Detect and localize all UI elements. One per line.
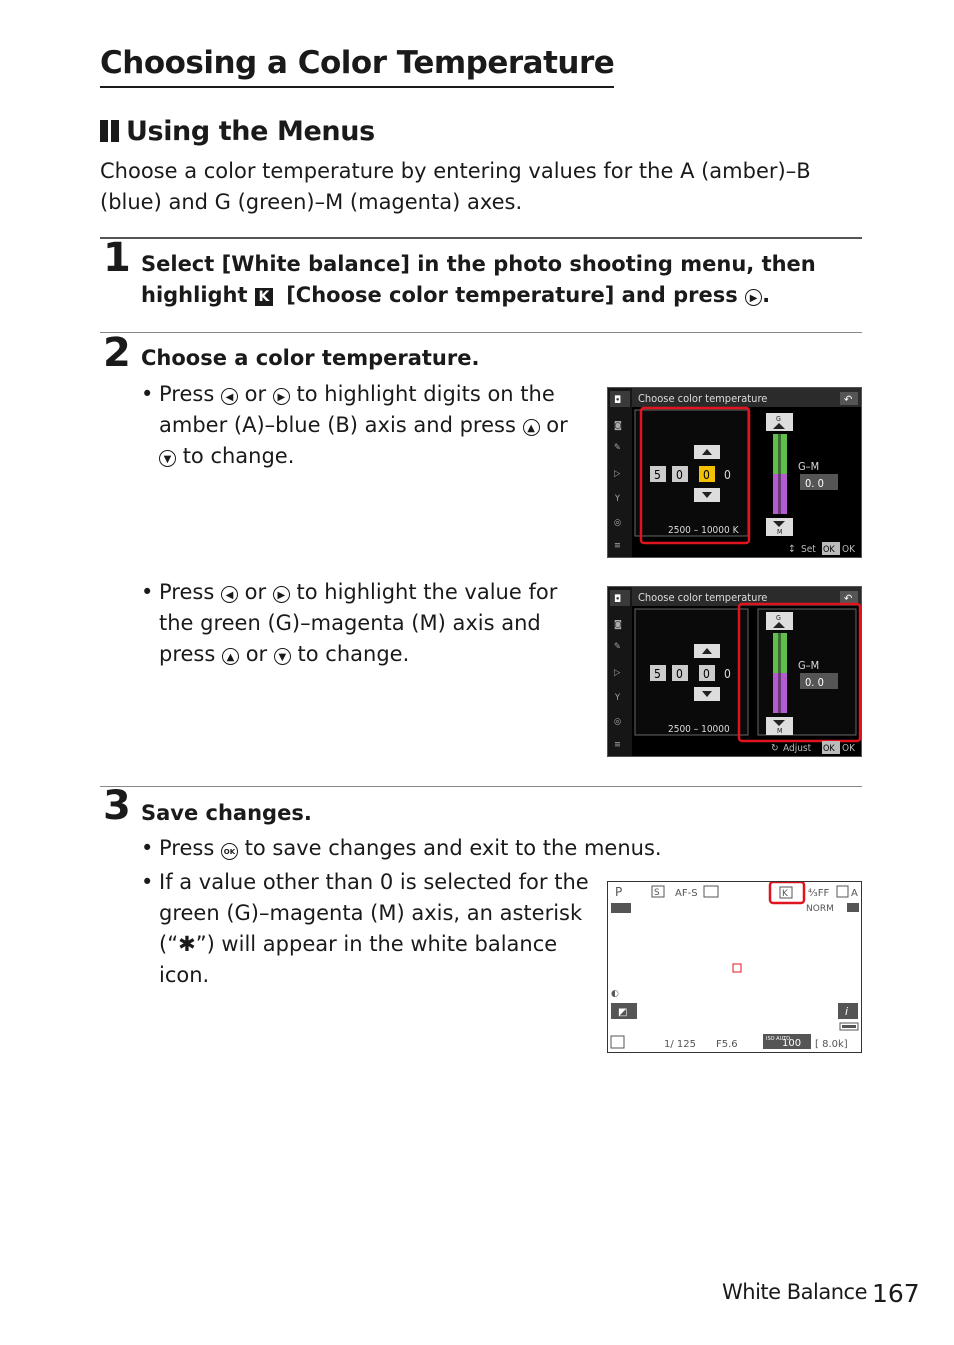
camera-shooting-display	[607, 881, 862, 1053]
camera-screen-color-temp-gm	[607, 586, 862, 757]
multi-selector-down-icon: ▼	[159, 450, 176, 467]
page-number: 167	[872, 1279, 920, 1308]
multi-selector-up-icon: ▲	[222, 648, 239, 665]
svg-text:OK: OK	[823, 744, 835, 754]
svg-text:1/ 125: 1/ 125	[664, 1039, 696, 1050]
bullet-item: • Press ◀ or ▶ to highlight digits on the amber (A)–blue (B) axis and press ▲ or ▼ to change.	[141, 382, 568, 468]
svg-text:0. 0: 0. 0	[805, 477, 824, 490]
svg-text:G–M: G–M	[798, 659, 820, 672]
multi-selector-down-icon: ▼	[274, 648, 291, 665]
section-title: Using the Menus	[126, 116, 375, 147]
svg-text:0: 0	[676, 667, 683, 681]
svg-text:↶: ↶	[844, 393, 853, 406]
svg-text:OK: OK	[842, 544, 855, 555]
bullet-item: • Press ◀ or ▶ to highlight the value for the green (G)–magenta (M) axis and press ▲ or ▼ to change.	[141, 580, 558, 666]
svg-text:↕: ↕	[788, 544, 796, 555]
svg-text:▷: ▷	[614, 668, 621, 678]
svg-text:M: M	[777, 528, 783, 536]
multi-selector-left-icon: ◀	[221, 586, 238, 603]
footer-section-name: White Balance	[722, 1280, 867, 1304]
svg-text:✎: ✎	[614, 642, 621, 652]
screen-3-drawing	[608, 882, 861, 1052]
intro-paragraph	[100, 156, 840, 218]
svg-text:2500 – 10000 K: 2500 – 10000 K	[668, 525, 739, 536]
multi-selector-up-icon: ▲	[523, 419, 540, 436]
svg-text:G: G	[776, 415, 781, 423]
step-1-line: Select [White balance] in the photo shooting menu, then	[141, 252, 816, 276]
section-heading	[100, 112, 375, 152]
svg-text:A: A	[851, 888, 858, 899]
bullet-item: • Press OK to save changes and exit to the menus.	[141, 836, 662, 860]
svg-text:◙: ◙	[614, 421, 622, 431]
svg-text:0. 0: 0. 0	[805, 676, 824, 689]
svg-text:M: M	[777, 727, 783, 735]
svg-text:ISO AUTO: ISO AUTO	[766, 1036, 791, 1042]
svg-text:◎: ◎	[614, 518, 622, 528]
ok-button-icon: OK	[221, 843, 238, 860]
svg-text:Y: Y	[615, 693, 620, 703]
svg-text:◘: ◘	[614, 395, 622, 406]
info-icon: i	[845, 1005, 849, 1018]
step-number: 1	[103, 235, 131, 281]
svg-text:✎: ✎	[614, 443, 621, 453]
svg-text:↶: ↶	[844, 592, 853, 605]
svg-text:Choose color temperature: Choose color temperature	[638, 591, 768, 604]
svg-text:5: 5	[654, 468, 661, 482]
svg-text:◎: ◎	[614, 717, 622, 727]
intro-line: (blue) and G (green)–M (magenta) axes.	[100, 190, 523, 214]
step-1-line: highlight K [Choose color temperature] and press ▶ .	[141, 283, 771, 307]
section-marker-icon	[100, 112, 126, 152]
svg-text:OK: OK	[842, 743, 855, 754]
svg-text:◘: ◘	[614, 594, 622, 605]
multi-selector-right-icon: ▶	[273, 388, 290, 405]
step-3-title: Save changes.	[141, 801, 312, 825]
svg-text:≡: ≡	[614, 541, 621, 551]
screen-header: Choose color temperature	[638, 392, 768, 405]
svg-text:◐: ◐	[611, 989, 619, 999]
multi-selector-left-icon: ◀	[221, 388, 238, 405]
svg-text:2500 – 10000: 2500 – 10000	[668, 724, 730, 735]
step-divider	[100, 237, 862, 239]
step-divider	[100, 786, 862, 787]
svg-text:Y: Y	[615, 494, 620, 504]
svg-text:◙: ◙	[614, 620, 622, 630]
svg-text:G: G	[776, 614, 781, 622]
color-temperature-k-icon: K	[255, 288, 273, 306]
svg-text:100: 100	[782, 1038, 802, 1049]
step-divider	[100, 332, 862, 333]
svg-text:0: 0	[724, 667, 731, 681]
svg-text:◩: ◩	[618, 1007, 628, 1018]
page-title: Choosing a Color Temperature	[100, 40, 614, 88]
step-number: 3	[103, 783, 131, 829]
svg-text:OK: OK	[823, 545, 835, 555]
step-1-text	[141, 249, 841, 311]
svg-text:P: P	[615, 885, 623, 899]
svg-text:Adjust: Adjust	[783, 743, 812, 754]
svg-text:AF-S: AF-S	[675, 888, 698, 899]
svg-text:≡: ≡	[614, 740, 621, 750]
svg-text:0: 0	[724, 468, 731, 482]
svg-text:↻: ↻	[771, 743, 779, 754]
screen-2-drawing	[608, 587, 862, 757]
wb-k-icon: K	[782, 889, 788, 899]
step-number: 2	[103, 330, 131, 376]
step-2-title: Choose a color temperature.	[141, 346, 480, 370]
svg-text:⁴⁄₃FF: ⁴⁄₃FF	[808, 888, 830, 899]
svg-text:G–M: G–M	[798, 460, 820, 473]
intro-line: Choose a color temperature by entering values for the A (amber)–B	[100, 159, 811, 183]
asterisk-icon: ✱	[178, 932, 196, 956]
svg-text:F5.6: F5.6	[716, 1039, 738, 1050]
svg-text:5: 5	[654, 667, 661, 681]
bullet-item: • If a value other than 0 is selected for the green (G)–magenta (M) axis, an asterisk (“✱”) will appear in the white balance icon.	[141, 870, 589, 987]
svg-text:0: 0	[676, 468, 683, 482]
svg-text:S: S	[654, 888, 660, 898]
svg-text:NORM: NORM	[806, 904, 834, 914]
gm-axis-bar	[773, 434, 787, 514]
multi-selector-right-icon: ▶	[273, 586, 290, 603]
svg-text:0: 0	[703, 667, 710, 681]
screen-1-drawing	[608, 388, 862, 558]
multi-selector-right-icon: ▶	[745, 289, 762, 306]
svg-text:0: 0	[703, 468, 710, 482]
svg-text:▷: ▷	[614, 469, 621, 479]
camera-screen-color-temp-digits	[607, 387, 862, 558]
svg-text:[ 8.0k]: [ 8.0k]	[815, 1039, 848, 1050]
svg-text:Set: Set	[801, 544, 816, 555]
